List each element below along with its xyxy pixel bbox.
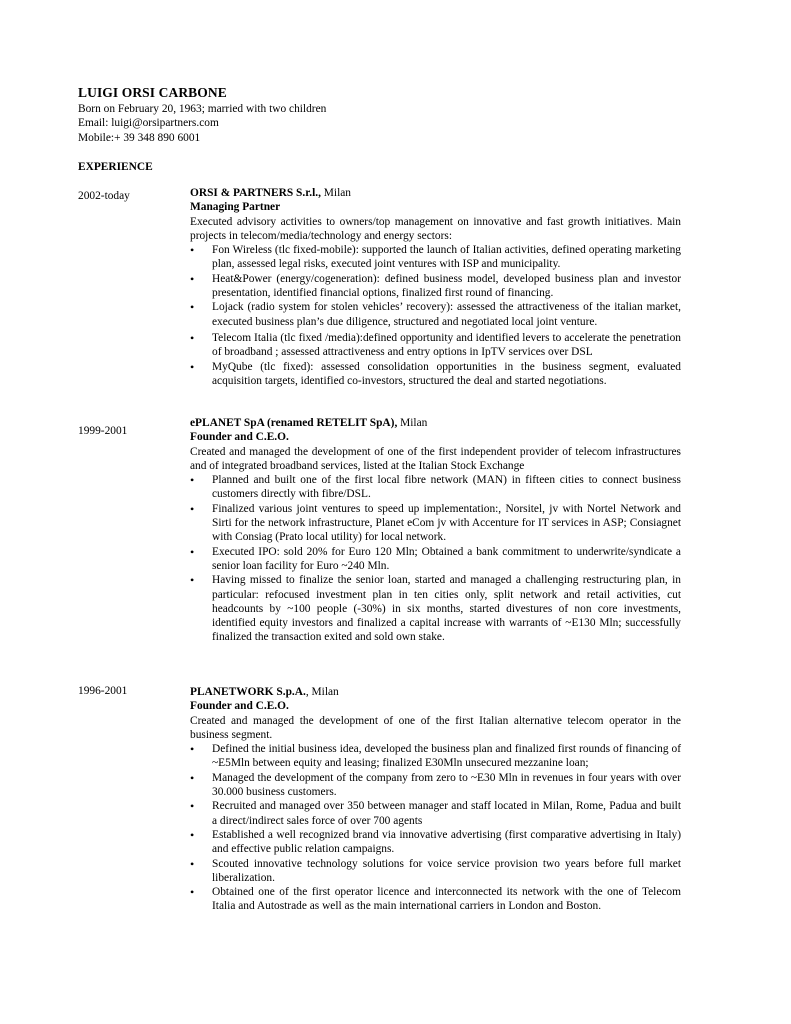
list-item (190, 857, 681, 886)
bullet-icon: • (190, 271, 195, 286)
bullet-icon: • (190, 742, 195, 757)
list-item (190, 360, 681, 389)
list-item-text: Lojack (radio system for stolen vehicles’ recovery): assessed the attractiveness of the italian market, executed business plan’s due diligence, structured and negotiated local joint venture. (212, 301, 681, 328)
list-item-text: Obtained one of the first operator licence and interconnected its network with the one of Telecom Italia and Autostrade as well as the main international carriers in London and Boston. (212, 886, 681, 913)
job-role: Managing Partner (190, 201, 281, 214)
bullet-icon: • (190, 885, 195, 900)
bullet-icon: • (190, 544, 195, 559)
list-item-text: Planned and built one of the first local fibre network (MAN) in fifteen cities to connect business customers directly with fibre/DSL. (212, 474, 681, 501)
job-bullets (190, 243, 681, 388)
job-period: 2002-today (78, 190, 130, 202)
list-item-text: Established a well recognized brand via innovative advertising (first comparative advertising in Italy) and effective public relation campaigns. (212, 828, 681, 856)
list-item (190, 243, 681, 272)
list-item (190, 885, 681, 914)
list-item-text: Scouted innovative technology solutions for voice service provision two years before full market liberalization. (212, 857, 681, 884)
list-item (190, 545, 681, 574)
job-location: , Milan (305, 686, 339, 698)
bullet-icon: • (190, 473, 195, 488)
list-item-text: MyQube (tlc fixed): assessed consolidation opportunities in the business segment, evaluated acquisition targets, identified co-investors, structured the deal and started negotiations. (212, 360, 681, 387)
job-location: Milan (320, 187, 351, 199)
job-location: Milan (397, 417, 428, 429)
list-item (190, 742, 681, 771)
job-period: 1999-2001 (78, 425, 128, 437)
job-intro: Executed advisory activities to owners/top management on innovative and fast growth initiatives. Main projects in telecom/media/technology and energy sectors: (190, 215, 681, 242)
bullet-icon: • (190, 827, 195, 842)
job-bullets (190, 473, 681, 645)
job-intro: Created and managed the development of one of the first Italian alternative telecom operator in the business segment. (190, 714, 681, 741)
job-company-line (190, 685, 681, 699)
list-item-text: Heat&Power (energy/cogeneration): defined business model, developed business plan and investor presentation, identified financial options, finalized first round of financing. (212, 272, 681, 300)
job-company: PLANETWORK S.p.A. (190, 686, 306, 698)
list-item (190, 272, 681, 301)
bullet-icon: • (190, 359, 195, 374)
list-item (190, 573, 681, 644)
job-company: ORSI & PARTNERS S.r.l., (190, 187, 321, 199)
job-company-line (190, 186, 681, 200)
job-period: 1996-2001 (78, 685, 128, 697)
job-entry (190, 416, 681, 645)
list-item-text: Fon Wireless (tlc fixed-mobile): supported the launch of Italian activities, defined operating marketing plan, assessed legal risks, executed joint ventures with ISP and municipality. (212, 244, 681, 271)
bullet-icon: • (190, 330, 195, 345)
job-intro: Created and managed the development of one of the first independent provider of telecom infrastructures and of integrated broadband services, listed at the Italian Stock Exchange (190, 445, 681, 472)
list-item (190, 799, 681, 828)
contact-block (78, 102, 326, 145)
bullet-icon: • (190, 300, 195, 315)
email-line: Email: luigi@orsipartners.com (78, 117, 219, 130)
bullet-icon: • (190, 573, 195, 588)
job-entry (190, 186, 681, 388)
candidate-name: LUIGI ORSI CARBONE (78, 85, 227, 100)
list-item-text: Recruited and managed over 350 between manager and staff located in Milan, Rome, Padua and built a direct/indirect sales force of over 700 agents (212, 800, 681, 827)
job-company-line (190, 416, 681, 430)
list-item-text: Finalized various joint ventures to speed up implementation:, Norsitel, jv with Nortel Network and Sirti for the network infrastructure, Planet eCom jv with Accenture for IT services in ASP; Consiagnet with Consiag (Prato local utility) for local network. (212, 502, 681, 544)
list-item-text: Executed IPO: sold 20% for Euro 120 Mln; Obtained a bank commitment to underwrite/syndicate a senior loan facility for Euro ~240 Mln. (212, 545, 681, 572)
list-item-text: Managed the development of the company from zero to ~E30 Mln in revenues in four years with over 30.000 business customers. (212, 771, 681, 799)
list-item-text: Defined the initial business idea, developed the business plan and finalized first rounds of financing of ~E5Mln between equity and leasing; finalized E30Mln unsecured mezzanine loan; (212, 743, 681, 770)
job-company: ePLANET SpA (renamed RETELIT SpA), (190, 417, 398, 429)
list-item (190, 828, 681, 857)
list-item (190, 771, 681, 800)
list-item-text: Having missed to finalize the senior loan, started and managed a challenging restructuring plan, in particular: refocused investment plan in ten cities only, split network and retail activities, cut headcounts by ~100 people (-30%) in six months, started divestures of non core investments, identified equity investors and finalized a capital increase with warrants of ~E130 Mln; successfully finalized the transaction exited and sold own stake. (212, 574, 681, 644)
bullet-icon: • (190, 770, 195, 785)
list-item (190, 300, 681, 329)
bullet-icon: • (190, 501, 195, 516)
job-entry (190, 685, 681, 914)
mobile-line: Mobile:+ 39 348 890 6001 (78, 131, 201, 144)
job-role: Founder and C.E.O. (190, 700, 289, 713)
list-item-text: Telecom Italia (tlc fixed /media):defined opportunity and identified levers to accelerate the penetration of broadband ; assessed attractiveness and entry options in IpTV services over DSL (212, 331, 681, 359)
list-item (190, 473, 681, 502)
bullet-icon: • (190, 856, 195, 871)
job-role: Founder and C.E.O. (190, 431, 289, 444)
bullet-icon: • (190, 799, 195, 814)
job-bullets (190, 742, 681, 914)
list-item (190, 331, 681, 360)
list-item (190, 502, 681, 545)
bullet-icon: • (190, 243, 195, 258)
birth-info: Born on February 20, 1963; married with two children (78, 103, 327, 115)
experience-heading: EXPERIENCE (78, 161, 153, 173)
